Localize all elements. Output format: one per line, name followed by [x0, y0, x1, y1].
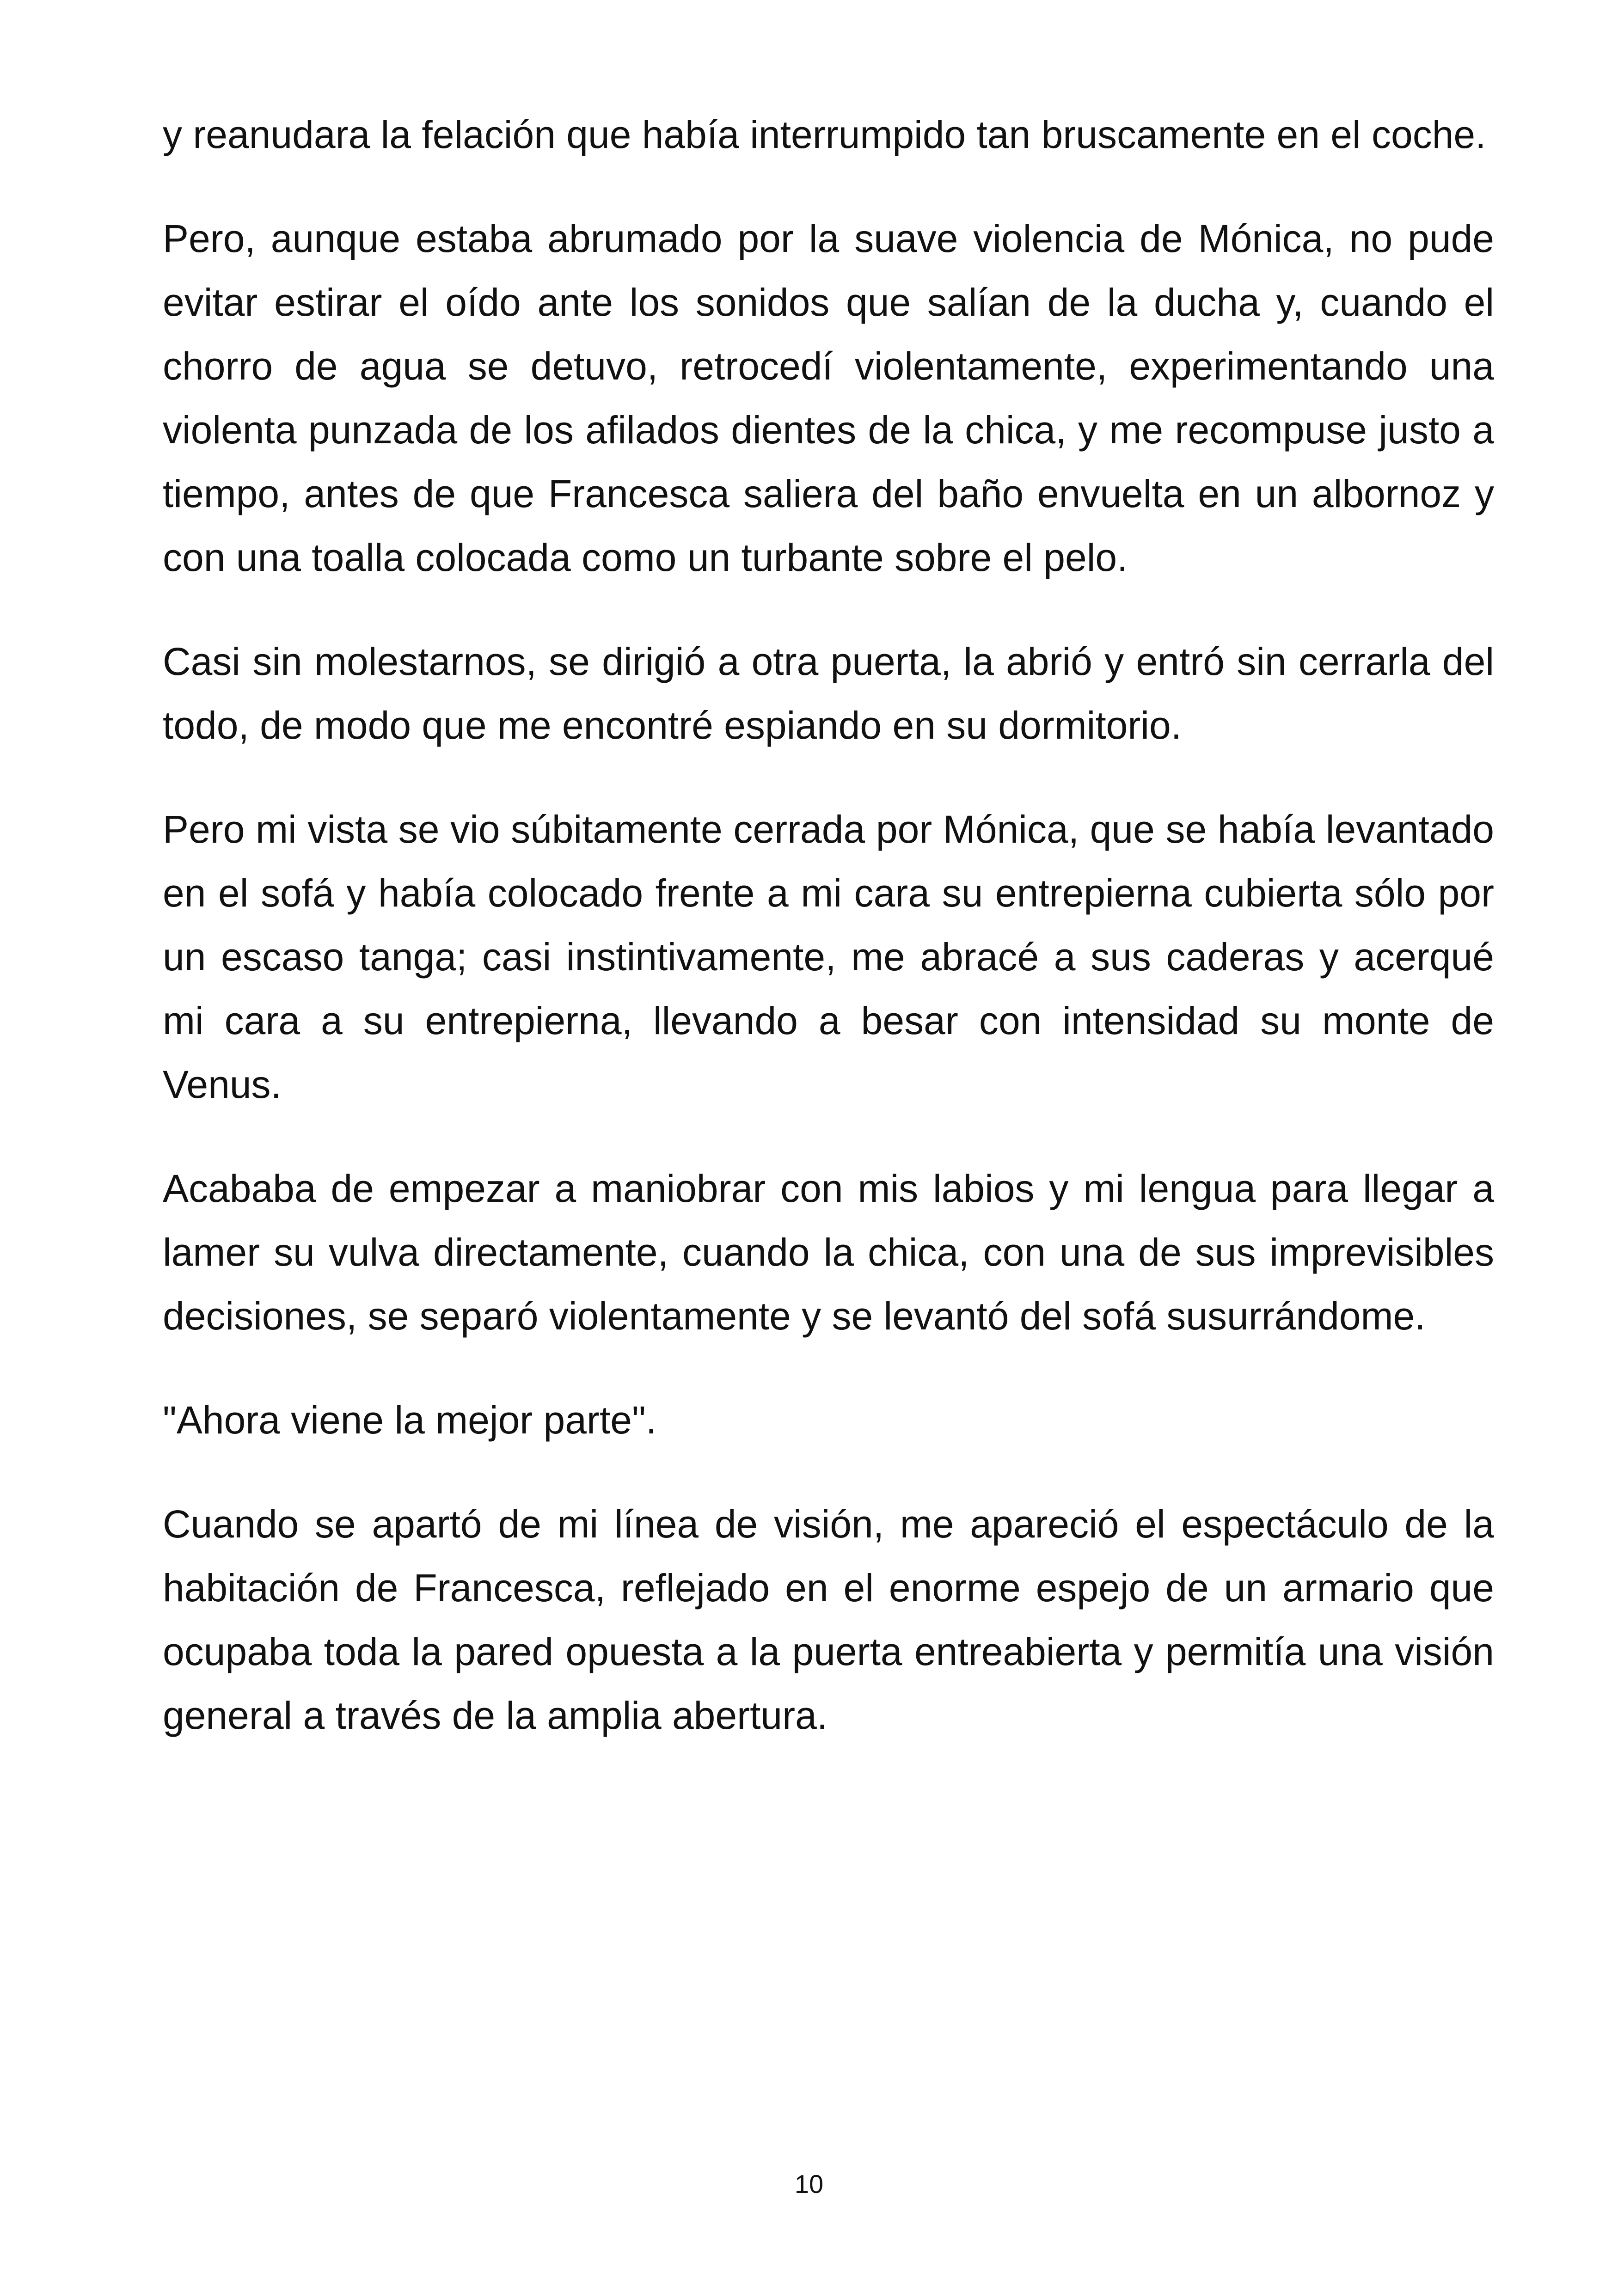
paragraph: Acababa de empezar a maniobrar con mis labios y mi lengua para llegar a lamer su vulva directamente, cuando la chica, con una de sus imprevisibles decisiones, se separó violentamente y se levantó del sofá susurrándome. [163, 1167, 1494, 1338]
paragraph: y reanudara la felación que había interrumpido tan bruscamente en el coche. [163, 113, 1486, 156]
page-number: 10 [794, 2169, 824, 2198]
paragraph: Casi sin molestarnos, se dirigió a otra puerta, la abrió y entró sin cerrarla del todo, de modo que me encontré espiando en su dormitorio. [163, 640, 1494, 747]
paragraph: Pero, aunque estaba abrumado por la suave violencia de Mónica, no pude evitar estirar el oído ante los sonidos que salían de la ducha y, cuando el chorro de agua se detuvo, retrocedí violentamente, experimentando una violenta punzada de los afilados dientes de la chica, y me recompuse justo a tiempo, antes de que Francesca saliera del baño envuelta en un albornoz y con una toalla colocada como un turbante sobre el pelo. [163, 217, 1494, 579]
paragraph: Cuando se apartó de mi línea de visión, me apareció el espectáculo de la habitación de Francesca, reflejado en el enorme espejo de un armario que ocupaba toda la pared opuesta a la puerta entreabierta y permitía una visión general a través de la amplia abertura. [163, 1502, 1494, 1737]
paragraph: Pero mi vista se vio súbitamente cerrada por Mónica, que se había levantado en el sofá y había colocado frente a mi cara su entrepierna cubierta sólo por un escaso tanga; casi instintivamente, me abracé a sus caderas y acerqué mi cara a su entrepierna, llevando a besar con intensidad su monte de Venus. [163, 808, 1494, 1106]
paragraph: "Ahora viene la mejor parte". [163, 1398, 657, 1442]
body-text [163, 103, 1494, 1788]
